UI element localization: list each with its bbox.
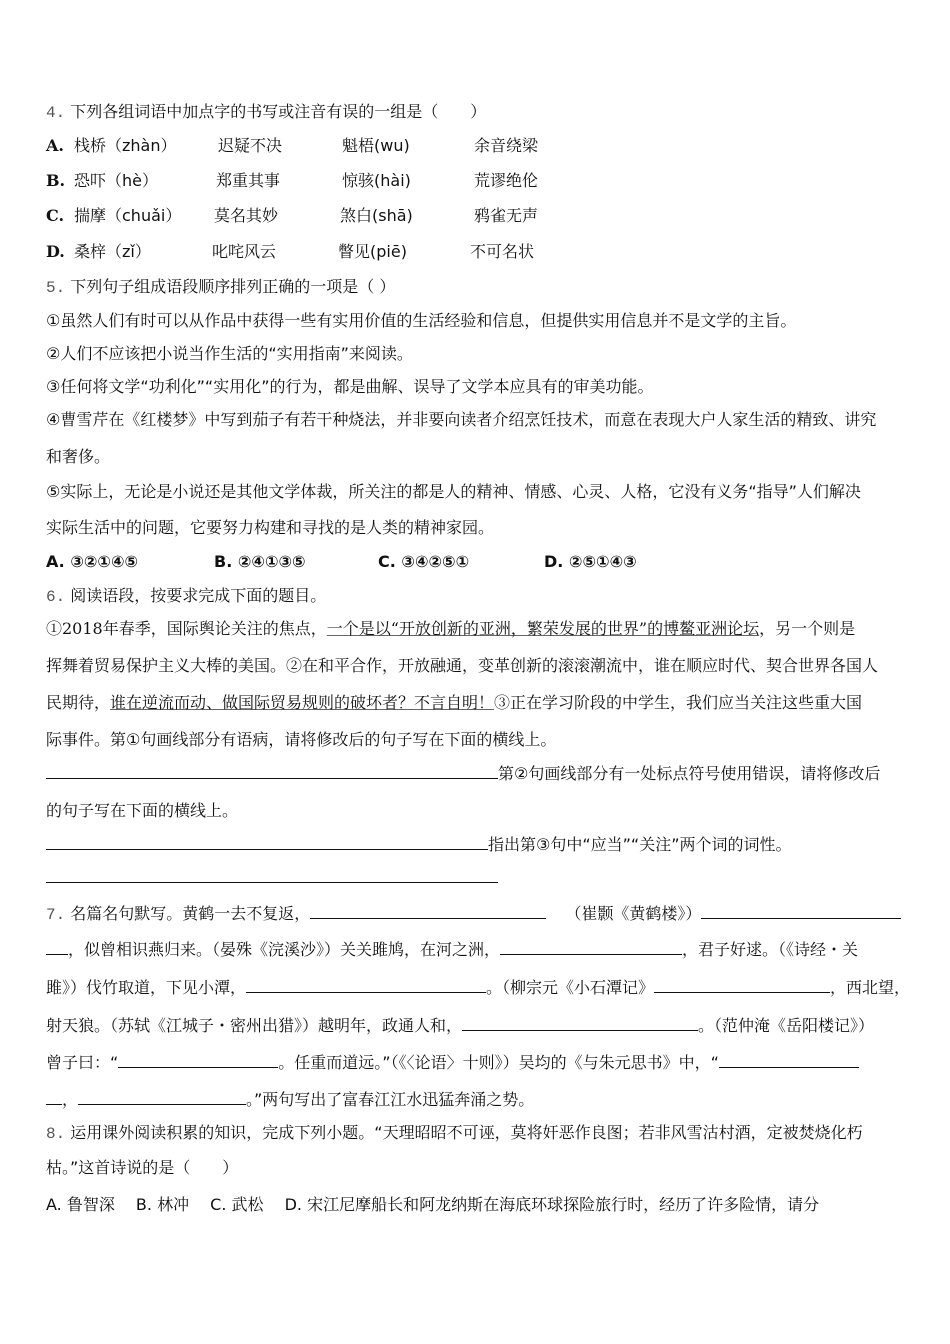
answer-blank[interactable] <box>500 940 682 955</box>
answer-blank[interactable] <box>46 1090 62 1105</box>
answer-blank[interactable] <box>462 1016 698 1031</box>
q4-option-b: B. 恐吓（hè） 郑重其事 惊骇(hài) 荒谬绝伦 <box>46 171 539 190</box>
q6-passage-line: ①2018年春季，国际舆论关注的焦点，一个是以“开放创新的亚洲，繁荣发展的世界”的博鳌亚洲论坛，另一个则是 <box>46 619 856 638</box>
q6-passage-line: 民期待，谁在逆流而动、做国际贸易规则的破坏者？不言自明！③正在学习阶段的中学生，我们应当关注这些重大国 <box>46 693 863 712</box>
q4-option-a: A. 栈桥（zhàn） 迟疑不决 魁梧(wu) 余音绕梁 <box>46 136 539 155</box>
answer-blank[interactable] <box>310 904 546 919</box>
question-8-options: A. 鲁智深 B. 林冲 C. 武松 D. 宋江尼摩船长和阿龙纳斯在海底环球探险旅行时，经历了许多险情，请分 <box>46 1195 820 1214</box>
question-7-line: 曾子曰：“ 。任重而道远。”（《〈论语〉十则》）吴均的《与朱元思书》中，“ <box>46 1053 859 1073</box>
q6-task-2-line: 第②句画线部分有一处标点符号使用错误，请将修改后 <box>46 764 880 784</box>
q5-sentence: ②人们不应该把小说当作生活的“实用指南”来阅读。 <box>46 344 413 363</box>
answer-blank[interactable] <box>118 1053 278 1068</box>
question-8-stem-cont: 枯。”这首诗说的是（ ） <box>46 1158 239 1177</box>
underlined-sentence-2: 谁在逆流而动、做国际贸易规则的破坏者？不言自明！ <box>110 693 495 712</box>
answer-blank[interactable] <box>78 1090 246 1105</box>
question-7-line: ，似曾相识燕归来。（晏殊《浣溪沙》）关关雎鸠，在河之洲， ，君子好逑。（《诗经・关 <box>46 940 858 960</box>
answer-blank[interactable] <box>719 1053 859 1068</box>
q5-sentence: ①虽然人们有时可以从作品中获得一些有实用价值的生活经验和信息，但提供实用信息并不是文学的主旨。 <box>46 311 797 330</box>
answer-blank[interactable] <box>46 868 498 883</box>
q5-sentence: ④曹雪芹在《红楼梦》中写到茄子有若干种烧法，并非要向读者介绍烹饪技术，而意在表现大户人家生活的精致、讲究 <box>46 410 877 429</box>
q4-option-d: D. 桑梓（zǐ） 叱咤风云 瞥见(piē) 不可名状 <box>46 242 535 261</box>
question-5-stem: 5. 下列句子组成语段顺序排列正确的一项是（ ） <box>46 277 396 297</box>
answer-blank[interactable] <box>46 764 498 779</box>
answer-blank[interactable] <box>46 835 488 850</box>
q6-task-2-cont: 的句子写在下面的横线上。 <box>46 801 239 820</box>
underlined-sentence-1: 一个是以“开放创新的亚洲，繁荣发展的世界”的博鳌亚洲论坛 <box>326 619 760 638</box>
question-8-stem: 8. 运用课外阅读积累的知识，完成下列小题。“天理昭昭不可诬，莫将奸恶作良图；若非风雪沽村酒，定被焚烧化朽 <box>46 1123 863 1143</box>
question-7-line: 7. 名篇名句默写。黄鹤一去不复返， （崔颢《黄鹤楼》） <box>46 904 901 925</box>
q5-sentence: 和奢侈。 <box>46 447 111 466</box>
answer-blank[interactable] <box>246 978 486 993</box>
answer-blank[interactable] <box>46 940 68 955</box>
q5-sentence: ⑤实际上，无论是小说还是其他文学体裁，所关注的都是人的精神、情感、心灵、人格，它没有义务“指导”人们解决 <box>46 482 861 501</box>
q6-task-1: 际事件。第①句画线部分有语病，请将修改后的句子写在下面的横线上。 <box>46 730 557 749</box>
question-7-line: ， 。”两句写出了富春江江水迅猛奔涌之势。 <box>46 1090 534 1110</box>
question-7-line: 雎》）伐竹取道，下见小潭， 。（柳宗元《小石潭记》 ，西北望， <box>46 978 911 997</box>
q6-task-3-line: 指出第③句中“应当”“关注”两个词的词性。 <box>46 835 792 855</box>
question-7-line: 射天狼。（苏轼《江城子・密州出猎》）越明年，政通人和， 。（范仲淹《岳阳楼记》） <box>46 1016 875 1035</box>
q6-passage-line: 挥舞着贸易保护主义大棒的美国。②在和平合作，开放融通，变革创新的滚滚潮流中，谁在顺应时代、契合世界各国人 <box>46 656 879 675</box>
question-4-stem: 4. 下列各组词语中加点字的书写或注音有误的一组是（ ） <box>46 102 487 122</box>
answer-blank[interactable] <box>654 978 830 993</box>
q4-option-c: C. 揣摩（chuǎi） 莫名其妙 煞白(shā) 鸦雀无声 <box>46 206 539 225</box>
q5-sentence: 实际生活中的问题，它要努力构建和寻找的是人类的精神家园。 <box>46 518 495 537</box>
q5-sentence: ③任何将文学“功利化”“实用化”的行为，都是曲解、误导了文学本应具有的审美功能。 <box>46 377 654 396</box>
q6-task-3-answer <box>46 868 498 888</box>
document-page: 4. 下列各组词语中加点字的书写或注音有误的一组是（ ） A. 栈桥（zhàn） 迟疑不决 魁梧(wu) 余音绕梁 B. 恐吓（hè） 郑重其事 惊骇(hài) 荒谬绝伦 C. 揣摩（chuǎi） 莫名其妙 煞白(shā) 鸦雀无声 D. 桑梓（zǐ） 叱咤风云 瞥见(piē) 不可名状 5. 下列句子组成语段顺序排列正确的一项是（ ） ①虽然人们有时可以从作品中获得一些有实用价值的生活经验和信息，但提供实用信息并不是文学的主旨。 ②人们不应该把小说当作生活的“实用指南”来阅读。 ③任何将文学“功利化”“实用化”的行为，都是曲解、误导了文学本应具有的审美功能。 ④曹雪芹在《红楼梦》中写到茄子有若干种烧法，并非要向读者介绍烹饪技术，而意在表现大户人家生活的精致、讲究 和奢侈。 ⑤实际上，无论是小说还是其他文学体裁，所关注的都是人的精神、情感、心灵、人格，它没有义务“指导”人们解决 实际生活中的问题，它要努力构建和寻找的是人类的精神家园。 A. ③②①④⑤ B. ②④①③⑤ C. ③④②⑤① D. ②⑤①④③ 6. 阅读语段，按要求完成下面的题目。 ①2018年春季，国际舆论关注的焦点，一个是以“开放创新的亚洲，繁荣发展的世界”的博鳌亚洲论坛，另一个则是 挥舞着贸易保护主义大棒的美国。②在和平合作，开放融通，变革创新的滚滚潮流中，谁在顺应时代、契合世界各国人 民期待，谁在逆流而动、做国际贸易规则的破坏者？不言自明！③正在学习阶段的中学生，我们应当关注这些重大国 际事件。第①句画线部分有语病，请将修改后的句子写在下面的横线上。 第②句画线部分有一处标点符号使用错误，请将修改后 的句子写在下面的横线上。 指出第③句中“应当”“关注”两个词的词性。 7. 名篇名句默写。黄鹤一去不复返， （崔颢《黄鹤楼》） ，似曾相识燕归来。（晏殊《浣溪沙》）关关雎鸠，在河之洲， ，君子好逑。（《诗经・关 雎》）伐竹取道，下见小潭， 。（柳宗元《小石潭记》 ，西北望， 射天狼。（苏轼《江城子・密州出猎》）越明年，政通人和， 。（范仲淹《岳阳楼记》） 曾子曰：“ 。任重而道远。”（《〈论语〉十则》）吴均的《与朱元思书》中，“ ， 。”两句写出了富春江江水迅猛奔涌之势。 8. 运用课外阅读积累的知识，完成下列小题。“天理昭昭不可诬，莫将奸恶作良图；若非风雪沽村酒，定被焚烧化朽 枯。”这首诗说的是（ ） A. 鲁智深 B. 林冲 C. 武松 D. 宋江尼摩船长和阿龙纳斯在海底环球探险旅行时，经历了许多险情，请分 <box>0 0 950 1344</box>
question-6-stem: 6. 阅读语段，按要求完成下面的题目。 <box>46 586 327 606</box>
answer-blank[interactable] <box>701 904 901 919</box>
